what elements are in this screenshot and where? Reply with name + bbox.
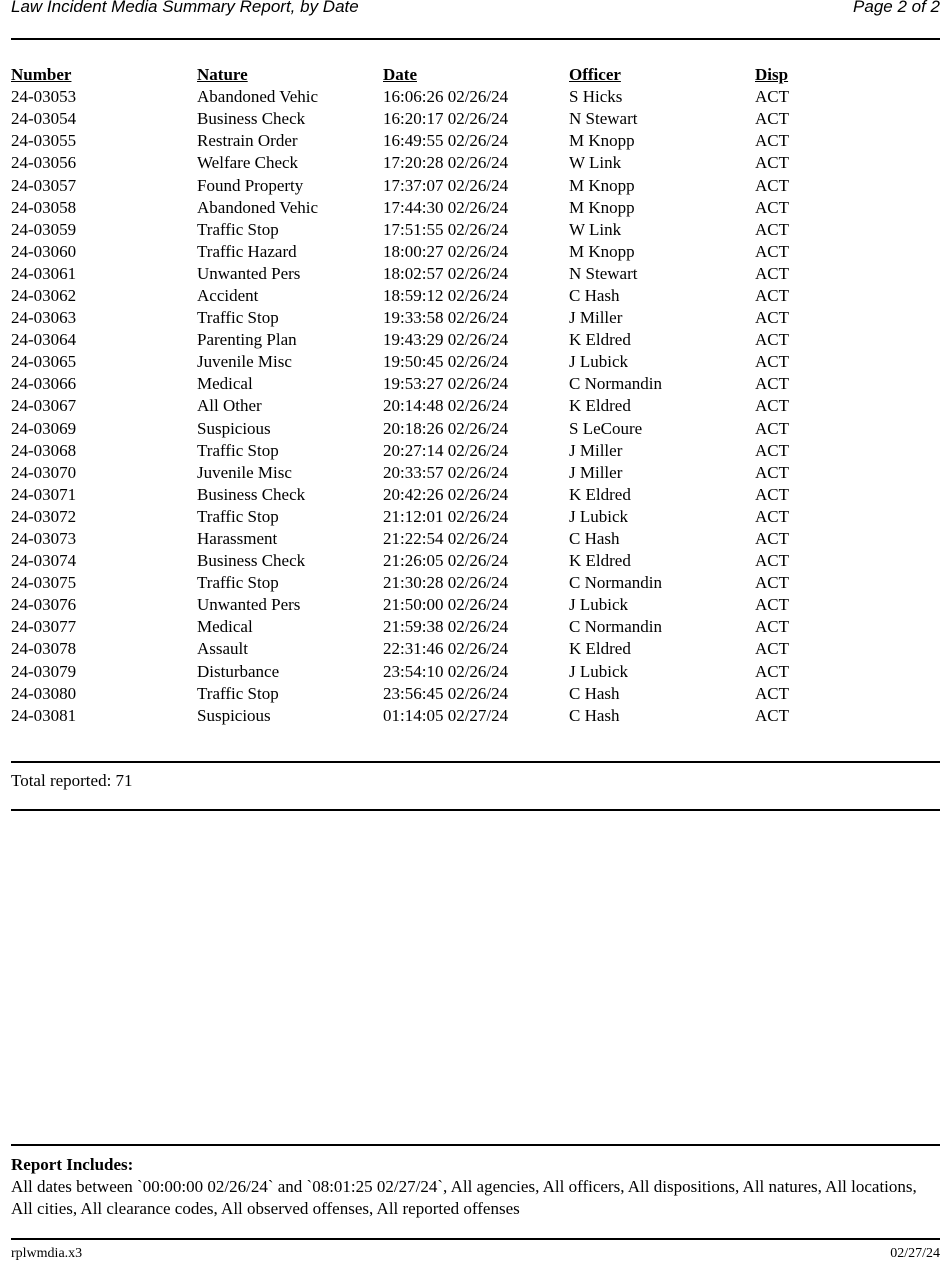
table-header-row	[11, 64, 875, 86]
incident-officer: K Eldred	[569, 551, 631, 571]
incident-nature: Traffic Stop	[197, 573, 279, 593]
incident-number: 24-03078	[11, 639, 77, 659]
incident-number: 24-03053	[11, 87, 77, 107]
incident-nature: Business Check	[197, 551, 306, 571]
incident-number: 24-03069	[11, 418, 77, 438]
table-row	[11, 418, 875, 440]
table-row	[11, 572, 875, 594]
report-includes	[11, 1154, 936, 1220]
incident-date: 21:22:54 02/26/24	[383, 529, 509, 549]
incident-officer: M Knopp	[569, 241, 635, 261]
table-row	[11, 351, 875, 373]
incident-date: 21:30:28 02/26/24	[383, 573, 509, 593]
incident-disp: ACT	[755, 374, 789, 394]
total-bottom-divider	[11, 809, 940, 811]
incident-officer: N Stewart	[569, 263, 638, 283]
table-row	[11, 550, 875, 572]
incident-officer: C Normandin	[569, 617, 663, 637]
table-row	[11, 462, 875, 484]
incident-nature: Abandoned Vehic	[197, 87, 319, 107]
incident-nature: Welfare Check	[197, 153, 299, 173]
table-row	[11, 638, 875, 660]
incident-number: 24-03076	[11, 595, 77, 615]
incident-disp: ACT	[755, 109, 789, 129]
incident-disp: ACT	[755, 661, 789, 681]
incident-officer: C Normandin	[569, 573, 663, 593]
incident-date: 20:33:57 02/26/24	[383, 462, 509, 482]
incident-date: 17:44:30 02/26/24	[383, 197, 509, 217]
table-row	[11, 152, 875, 174]
table-row	[11, 329, 875, 351]
incident-officer: W Link	[569, 219, 622, 239]
incident-number: 24-03075	[11, 573, 77, 593]
incident-number: 24-03059	[11, 219, 77, 239]
incident-officer: J Miller	[569, 308, 623, 328]
total-reported: Total reported: 71	[11, 771, 133, 790]
total-top-divider	[11, 761, 940, 763]
incident-date: 17:20:28 02/26/24	[383, 153, 509, 173]
incident-officer: J Lubick	[569, 506, 629, 526]
print-date: 02/27/24	[890, 1246, 940, 1261]
incident-date: 19:43:29 02/26/24	[383, 330, 509, 350]
includes-top-divider	[11, 1144, 940, 1146]
table-row	[11, 241, 875, 263]
incident-nature: Unwanted Pers	[197, 263, 301, 283]
table-row	[11, 528, 875, 550]
incident-officer: M Knopp	[569, 197, 635, 217]
incident-officer: C Hash	[569, 683, 620, 703]
incident-officer: J Miller	[569, 462, 623, 482]
incident-officer: C Hash	[569, 529, 620, 549]
incident-nature: Medical	[197, 617, 253, 637]
table-row	[11, 197, 875, 219]
incident-officer: K Eldred	[569, 396, 631, 416]
incident-disp: ACT	[755, 175, 789, 195]
incident-nature: Traffic Stop	[197, 506, 279, 526]
incident-officer: C Normandin	[569, 374, 663, 394]
incident-number: 24-03056	[11, 153, 77, 173]
incident-nature: Parenting Plan	[197, 330, 297, 350]
incident-number: 24-03067	[11, 396, 77, 416]
incident-number: 24-03063	[11, 308, 77, 328]
incident-nature: Suspicious	[197, 705, 271, 725]
incident-nature: Unwanted Pers	[197, 595, 301, 615]
incident-disp: ACT	[755, 462, 789, 482]
incident-date: 22:31:46 02/26/24	[383, 639, 509, 659]
incident-nature: Suspicious	[197, 418, 271, 438]
incident-officer: C Hash	[569, 285, 620, 305]
incident-date: 19:50:45 02/26/24	[383, 352, 509, 372]
incident-officer: K Eldred	[569, 330, 631, 350]
incident-date: 17:51:55 02/26/24	[383, 219, 509, 239]
incident-nature: Accident	[197, 285, 259, 305]
incident-number: 24-03062	[11, 285, 77, 305]
incident-disp: ACT	[755, 263, 789, 283]
incident-nature: Traffic Stop	[197, 219, 279, 239]
table-row	[11, 484, 875, 506]
incident-nature: Traffic Hazard	[197, 241, 297, 261]
incident-officer: S LeCoure	[569, 418, 643, 438]
incident-number: 24-03065	[11, 352, 77, 372]
incident-disp: ACT	[755, 219, 789, 239]
incident-date: 18:59:12 02/26/24	[383, 285, 509, 305]
incident-number: 24-03054	[11, 109, 77, 129]
incident-disp: ACT	[755, 595, 789, 615]
incident-disp: ACT	[755, 484, 789, 504]
incident-number: 24-03081	[11, 705, 77, 725]
table-row	[11, 373, 875, 395]
incident-officer: C Hash	[569, 705, 620, 725]
table-row	[11, 263, 875, 285]
incident-disp: ACT	[755, 506, 789, 526]
incident-nature: All Other	[197, 396, 262, 416]
incident-number: 24-03070	[11, 462, 77, 482]
incident-date: 19:33:58 02/26/24	[383, 308, 509, 328]
footer-divider	[11, 1238, 940, 1240]
incident-nature: Harassment	[197, 529, 278, 549]
report-includes-text: All dates between `00:00:00 02/26/24` and `08:01:25 02/27/24`, All agencies, All officers, All dispositions, All natures, All locations, All cities, All clearance codes, All observed offenses, All reported offenses	[11, 1177, 917, 1218]
incident-nature: Traffic Stop	[197, 308, 279, 328]
incident-nature: Assault	[197, 639, 248, 659]
incident-disp: ACT	[755, 418, 789, 438]
incident-nature: Medical	[197, 374, 253, 394]
incident-officer: W Link	[569, 153, 622, 173]
header-divider	[11, 38, 940, 40]
incident-number: 24-03060	[11, 241, 77, 261]
table-row	[11, 285, 875, 307]
incident-number: 24-03058	[11, 197, 77, 217]
incident-officer: K Eldred	[569, 484, 631, 504]
table-row	[11, 661, 875, 683]
page-number: Page 2 of 2	[853, 0, 940, 16]
incident-nature: Business Check	[197, 109, 306, 129]
incident-number: 24-03074	[11, 551, 77, 571]
incident-date: 21:59:38 02/26/24	[383, 617, 509, 637]
incident-date: 21:50:00 02/26/24	[383, 595, 509, 615]
incident-nature: Juvenile Misc	[197, 462, 292, 482]
incident-nature: Disturbance	[197, 661, 280, 681]
incident-disp: ACT	[755, 639, 789, 659]
column-header-officer: Officer	[569, 65, 621, 85]
report-file-name: rplwmdia.x3	[11, 1246, 83, 1261]
incident-officer: S Hicks	[569, 87, 623, 107]
incident-disp: ACT	[755, 440, 789, 460]
table-row	[11, 307, 875, 329]
table-body	[11, 86, 875, 727]
incident-number: 24-03071	[11, 484, 77, 504]
incident-disp: ACT	[755, 87, 789, 107]
table-row	[11, 705, 875, 727]
incident-number: 24-03072	[11, 506, 77, 526]
incident-nature: Restrain Order	[197, 131, 298, 151]
table-row	[11, 174, 875, 196]
incident-disp: ACT	[755, 573, 789, 593]
incident-disp: ACT	[755, 330, 789, 350]
incident-date: 19:53:27 02/26/24	[383, 374, 509, 394]
incident-officer: J Lubick	[569, 595, 629, 615]
incident-number: 24-03068	[11, 440, 77, 460]
incident-date: 21:12:01 02/26/24	[383, 506, 509, 526]
incident-officer: J Lubick	[569, 661, 629, 681]
incident-disp: ACT	[755, 308, 789, 328]
incident-number: 24-03073	[11, 529, 77, 549]
incident-nature: Traffic Stop	[197, 683, 279, 703]
table-row	[11, 86, 875, 108]
incident-number: 24-03057	[11, 175, 77, 195]
incident-officer: M Knopp	[569, 175, 635, 195]
incident-disp: ACT	[755, 285, 789, 305]
incident-date: 20:42:26 02/26/24	[383, 484, 509, 504]
table-row	[11, 683, 875, 705]
incident-officer: N Stewart	[569, 109, 638, 129]
incident-date: 18:02:57 02/26/24	[383, 263, 509, 283]
column-header-disp: Disp	[755, 65, 789, 85]
incident-nature: Business Check	[197, 484, 306, 504]
table-row	[11, 130, 875, 152]
column-header-nature: Nature	[197, 65, 248, 85]
incident-number: 24-03079	[11, 661, 77, 681]
incident-number: 24-03055	[11, 131, 77, 151]
incident-nature: Juvenile Misc	[197, 352, 292, 372]
incident-number: 24-03064	[11, 330, 77, 350]
table-row	[11, 219, 875, 241]
table-row	[11, 440, 875, 462]
incident-nature: Found Property	[197, 175, 304, 195]
incident-disp: ACT	[755, 396, 789, 416]
incident-number: 24-03080	[11, 683, 77, 703]
incident-disp: ACT	[755, 241, 789, 261]
report-title: Law Incident Media Summary Report, by Date	[11, 0, 359, 16]
incident-officer: J Miller	[569, 440, 623, 460]
column-header-date: Date	[383, 65, 417, 85]
incident-date: 16:20:17 02/26/24	[383, 109, 509, 129]
incident-date: 18:00:27 02/26/24	[383, 241, 509, 261]
table-row	[11, 594, 875, 616]
incident-table	[11, 64, 875, 727]
incident-nature: Abandoned Vehic	[197, 197, 319, 217]
table-row	[11, 616, 875, 638]
incident-officer: J Lubick	[569, 352, 629, 372]
incident-date: 17:37:07 02/26/24	[383, 175, 509, 195]
incident-disp: ACT	[755, 352, 789, 372]
incident-date: 20:27:14 02/26/24	[383, 440, 509, 460]
incident-disp: ACT	[755, 551, 789, 571]
incident-number: 24-03066	[11, 374, 77, 394]
incident-disp: ACT	[755, 197, 789, 217]
table-row	[11, 395, 875, 417]
report-includes-heading: Report Includes:	[11, 1155, 134, 1174]
incident-date: 16:49:55 02/26/24	[383, 131, 509, 151]
column-header-number: Number	[11, 65, 72, 85]
incident-date: 23:54:10 02/26/24	[383, 661, 509, 681]
incident-date: 20:18:26 02/26/24	[383, 418, 509, 438]
incident-disp: ACT	[755, 705, 789, 725]
incident-disp: ACT	[755, 529, 789, 549]
incident-officer: K Eldred	[569, 639, 631, 659]
incident-date: 23:56:45 02/26/24	[383, 683, 509, 703]
incident-disp: ACT	[755, 153, 789, 173]
incident-date: 20:14:48 02/26/24	[383, 396, 509, 416]
incident-disp: ACT	[755, 683, 789, 703]
table-row	[11, 108, 875, 130]
incident-date: 01:14:05 02/27/24	[383, 705, 509, 725]
page-header	[11, 0, 940, 18]
incident-officer: M Knopp	[569, 131, 635, 151]
incident-disp: ACT	[755, 617, 789, 637]
incident-date: 21:26:05 02/26/24	[383, 551, 509, 571]
incident-date: 16:06:26 02/26/24	[383, 87, 509, 107]
incident-nature: Traffic Stop	[197, 440, 279, 460]
incident-number: 24-03061	[11, 263, 77, 283]
incident-number: 24-03077	[11, 617, 77, 637]
incident-disp: ACT	[755, 131, 789, 151]
table-row	[11, 506, 875, 528]
